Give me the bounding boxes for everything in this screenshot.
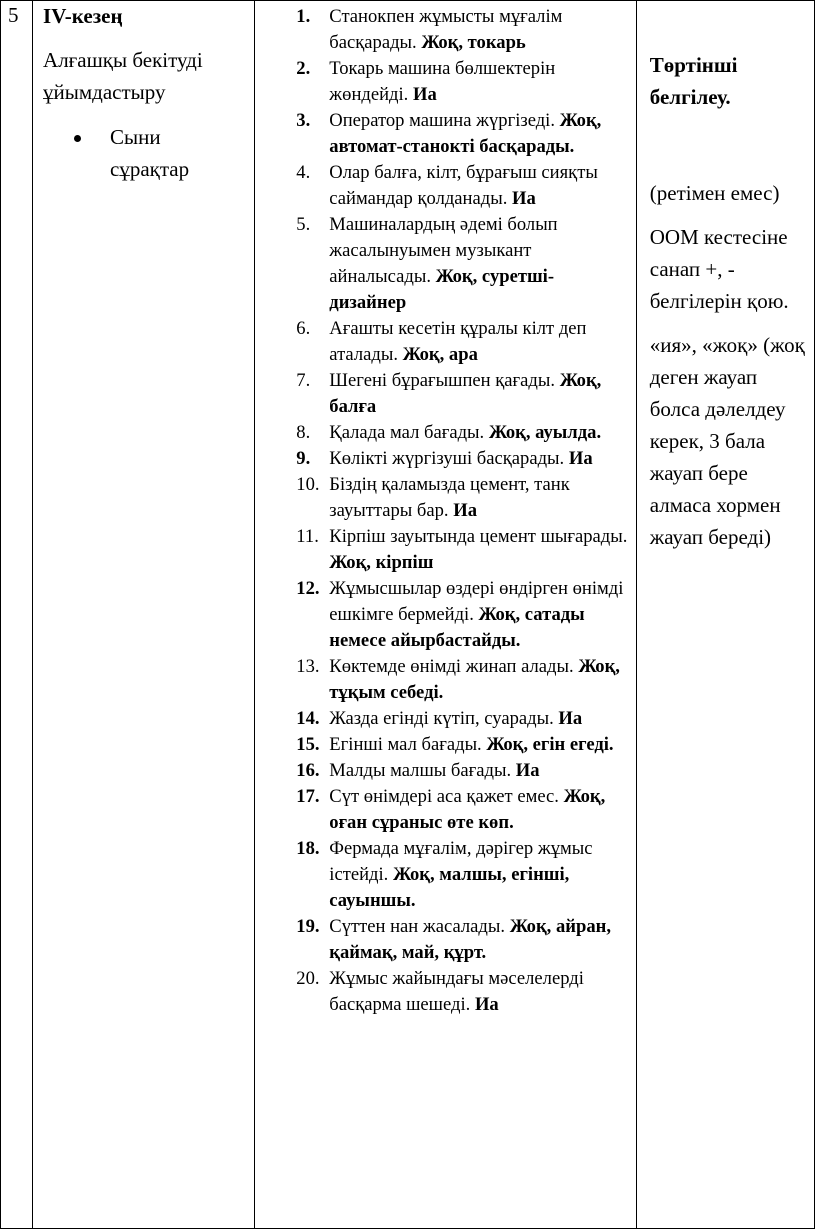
question-item xyxy=(255,758,627,784)
question-text: Сүт өнімдері аса қажет емес. xyxy=(329,786,559,807)
bullet-icon xyxy=(74,135,81,142)
question-number: 6. xyxy=(296,318,311,339)
questions-cell xyxy=(255,1,636,1229)
question-item xyxy=(255,160,627,212)
question-number: 5. xyxy=(296,214,311,235)
question-item xyxy=(255,654,627,706)
question-number: 15. xyxy=(296,734,320,755)
question-answer: Иа xyxy=(558,708,583,729)
question-item xyxy=(255,420,627,446)
question-text: Жазда егінді күтіп, суарады. xyxy=(329,708,554,729)
question-number: 4. xyxy=(296,162,311,183)
question-text: Жұмысшылар өздері өндірген өнімді ешкімге бермейді. xyxy=(329,578,624,625)
stage-bullet-line-2: сұрақтар xyxy=(110,157,190,181)
question-item xyxy=(255,836,627,914)
table-row xyxy=(1,1,815,1229)
question-item xyxy=(255,212,627,316)
question-text: Кірпіш зауытында цемент шығарады. xyxy=(329,526,628,547)
question-number: 8. xyxy=(296,422,311,443)
question-text: Көктемде өнімді жинап алады. xyxy=(329,656,574,677)
row-number-cell xyxy=(1,1,33,1229)
question-number: 19. xyxy=(296,916,320,937)
question-number: 20. xyxy=(296,968,320,989)
question-text: Ағашты кесетін құралы кілт деп аталады. xyxy=(329,318,587,365)
stage-bullet-line-1: Сыни xyxy=(110,125,161,149)
question-number: 11. xyxy=(296,526,319,547)
questions-list xyxy=(255,4,627,1018)
question-item xyxy=(255,732,627,758)
question-number: 1. xyxy=(296,6,311,27)
stage-subtitle-line-1: Алғашқы бекітуді xyxy=(43,48,203,72)
question-answer: Иа xyxy=(453,500,477,521)
question-item xyxy=(255,368,627,420)
question-text: Оператор машина жүргізеді. xyxy=(329,110,555,131)
question-number: 12. xyxy=(296,578,320,599)
question-answer: Жоқ, тұқым себеді. xyxy=(329,656,620,703)
stage-subtitle xyxy=(43,44,254,108)
stage-bullet-item xyxy=(43,121,254,185)
question-number: 10. xyxy=(296,474,320,495)
question-answer: Жоқ, ауылда. xyxy=(488,422,602,443)
question-item xyxy=(255,4,627,56)
question-number: 2. xyxy=(296,58,311,79)
notes-order: (ретімен емес) xyxy=(649,181,780,205)
question-answer: Жоқ, балға xyxy=(329,370,602,417)
question-item xyxy=(255,524,627,576)
question-number: 17. xyxy=(296,786,320,807)
question-item xyxy=(255,108,627,160)
question-text: Олар балға, кілт, бұрағыш сияқты саймандар қолданады. xyxy=(329,162,598,209)
question-text: Көлікті жүргізуші басқарады. xyxy=(329,448,565,469)
question-text: Малды малшы бағады. xyxy=(329,760,512,781)
question-answer: Иа xyxy=(413,84,437,105)
question-item xyxy=(255,446,627,472)
question-answer: Иа xyxy=(512,188,536,209)
question-answer: Жоқ, суретші-дизайнер xyxy=(329,266,555,313)
question-answer: Иа xyxy=(568,448,593,469)
notes-cell xyxy=(636,1,814,1229)
question-number: 13. xyxy=(296,656,320,677)
question-text: Жұмыс жайындағы мәселелерді басқарма шешеді. xyxy=(329,968,584,1015)
stage-cell xyxy=(33,1,255,1229)
question-text: Токарь машина бөлшектерін жөндейді. xyxy=(329,58,556,105)
notes-answer-instruction: «ия», «жоқ» (жоқ деген жауап болса дәлелдеу керек, 3 бала жауап бере алмаса хормен жауап береді) xyxy=(649,333,805,549)
question-answer: Жоқ, сатады немесе айырбастайды. xyxy=(329,604,585,651)
question-item xyxy=(255,56,627,108)
question-answer: Жоқ, оған сұраныс өте көп. xyxy=(329,786,606,833)
question-item xyxy=(255,472,627,524)
question-answer: Жоқ, кірпіш xyxy=(329,552,434,573)
question-item xyxy=(255,784,627,836)
question-text: Біздің қаламызда цемент, танк зауыттары бар. xyxy=(329,474,570,521)
question-item xyxy=(255,914,627,966)
question-answer: Жоқ, айран, қаймақ, май, құрт. xyxy=(329,916,611,963)
question-number: 3. xyxy=(296,110,311,131)
question-text: Машиналардың әдемі болып жасалынуымен музыкант айналысады. xyxy=(329,214,558,287)
question-text: Егінші мал бағады. xyxy=(329,734,482,755)
question-text: Шегені бұрағышпен қағады. xyxy=(329,370,556,391)
stage-title: IV-кезең xyxy=(43,4,123,28)
question-text: Станокпен жұмысты мұғалім басқарады. xyxy=(329,6,563,53)
question-answer: Жоқ, малшы, егінші, сауыншы. xyxy=(329,864,570,911)
question-answer: Жоқ, автомат-станокті басқарады. xyxy=(329,110,602,157)
notes-title: Төртінші белгілеу. xyxy=(649,53,738,109)
question-answer: Иа xyxy=(515,760,540,781)
question-text: Сүттен нан жасалады. xyxy=(329,916,506,937)
stage-subtitle-line-2: ұйымдастыру xyxy=(43,80,166,104)
question-number: 14. xyxy=(296,708,320,729)
question-item xyxy=(255,316,627,368)
question-answer: Жоқ, егін егеді. xyxy=(486,734,614,755)
question-item xyxy=(255,706,627,732)
question-answer: Жоқ, токарь xyxy=(421,32,526,53)
row-number: 5 xyxy=(8,3,19,27)
question-answer: Жоқ, ара xyxy=(402,344,478,365)
question-number: 9. xyxy=(296,448,311,469)
notes-table-instruction: ООМ кестесіне санап +, - белгілерін қою. xyxy=(649,225,789,313)
question-item xyxy=(255,966,627,1018)
question-item xyxy=(255,576,627,654)
question-number: 16. xyxy=(296,760,320,781)
question-answer: Иа xyxy=(474,994,499,1015)
question-text: Қалада мал бағады. xyxy=(329,422,485,443)
question-number: 7. xyxy=(296,370,311,391)
question-number: 18. xyxy=(296,838,320,859)
question-text: Фермада мұғалім, дәрігер жұмыс істейді. xyxy=(329,838,593,885)
